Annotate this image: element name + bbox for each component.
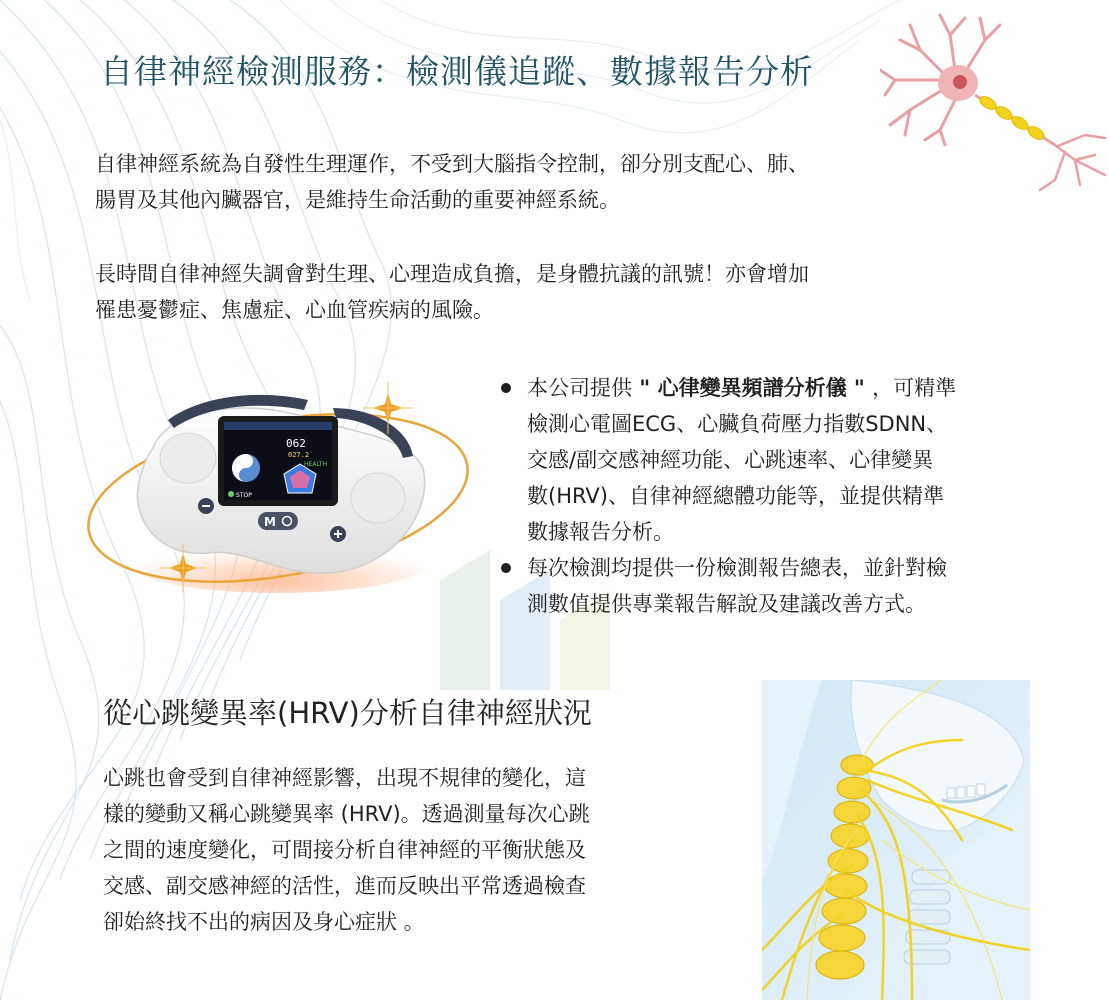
page-title: 自律神經檢測服務：檢測儀追蹤、數據報告分析 — [100, 52, 814, 91]
intro-paragraph-1 — [95, 146, 995, 218]
list-item — [497, 370, 1077, 550]
item1-line-5: 數據報告分析。 — [527, 520, 674, 544]
hrv-line-2: 樣的變動又稱心跳變異率 (HRV)。透過測量每次心跳 — [103, 802, 590, 826]
item2-line-1: 每次檢測均提供一份檢測報告總表，並針對檢 — [527, 556, 947, 580]
feature-list — [497, 370, 1077, 622]
item1-line-4: 數(HRV)、自律神經總體功能等，並提供精準 — [527, 484, 944, 508]
disc-icon — [501, 563, 511, 573]
disc-icon — [501, 383, 511, 393]
item1-line-3: 交感/副交感神經功能、心跳速率、心律變異 — [527, 448, 934, 472]
item1-line-2: 檢測心電圖ECG、心臟負荷壓力指數SDNN、 — [527, 412, 948, 436]
intro-paragraph-2-line-1: 長時間自律神經失調會對生理、心理造成負擔，是身體抗議的訊號！亦會增加 — [95, 262, 809, 286]
device-mode-button: M — [264, 515, 276, 529]
item1-prefix: 本公司提供 — [527, 376, 632, 400]
hrv-line-1: 心跳也會受到自律神經影響，出現不規律的變化，這 — [103, 766, 586, 790]
item1-quote-close: " — [846, 376, 873, 400]
item1-quote-open: " — [632, 376, 658, 400]
item1-rest: ，可精準 — [872, 376, 957, 400]
intro-paragraph-1-line-2: 腸胃及其他內臟器官，是維持生命活動的重要神經系統。 — [95, 188, 620, 212]
intro-paragraph-2-line-2: 罹患憂鬱症、焦慮症、心血管疾病的風險。 — [95, 298, 494, 322]
neck-nerves-illustration — [762, 680, 1030, 1000]
hrv-analyzer-device — [78, 378, 478, 596]
intro-paragraph-2 — [95, 256, 995, 328]
hrv-line-4: 交感、副交感神經的活性，進而反映出平常透過檢查 — [103, 874, 586, 898]
hrv-line-5: 卻始終找不出的病因及身心症狀 。 — [103, 910, 425, 934]
device-reading-sub: 027.2 — [288, 451, 310, 459]
device-reading-top: 062 — [286, 437, 306, 450]
intro-paragraph-1-line-1: 自律神經系統為自發性生理運作，不受到大腦指令控制，卻分別支配心、肺、 — [95, 152, 809, 176]
item1-product-name: 心律變異頻譜分析儀 — [657, 376, 847, 400]
section-subtitle: 從心跳變異率(HRV)分析自律神經狀況 — [103, 696, 592, 730]
hrv-line-3: 之間的速度變化，可間接分析自律神經的平衡狀態及 — [103, 838, 586, 862]
device-health-label: HEALTH — [304, 461, 328, 468]
device-stop-label: STOP — [236, 492, 252, 499]
hrv-paragraph — [103, 760, 723, 940]
item2-line-2: 測數值提供專業報告解說及建議改善方式。 — [527, 592, 926, 616]
list-item — [497, 550, 1077, 622]
